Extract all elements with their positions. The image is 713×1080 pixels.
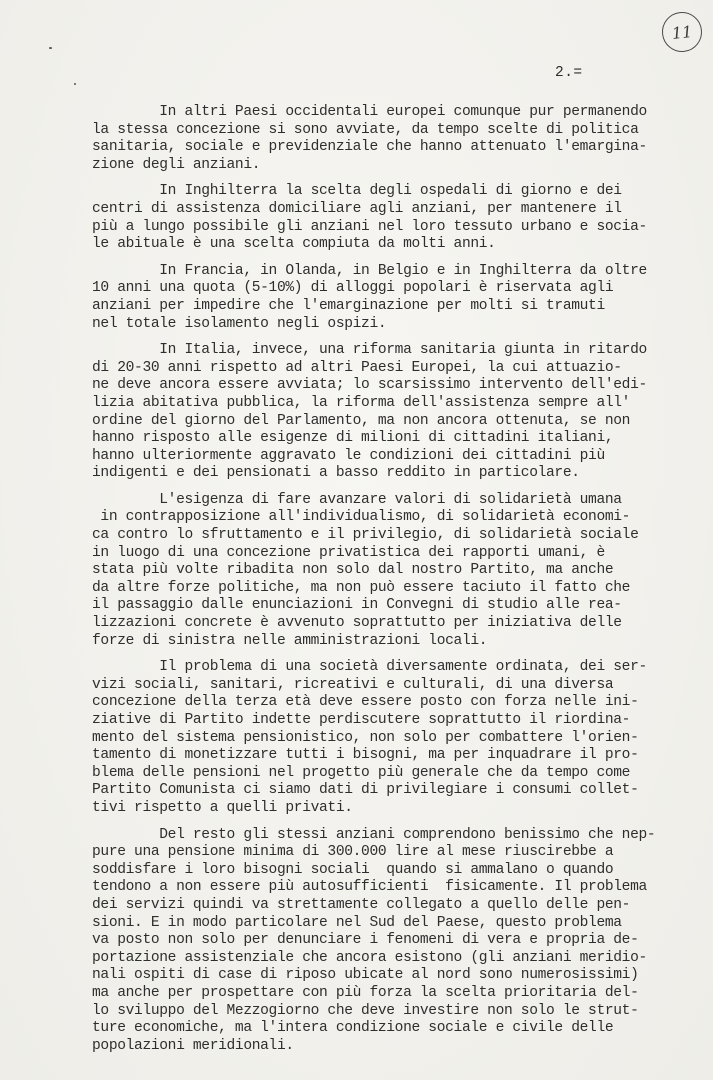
text-line: stata più volte ribadita non solo dal nostro Partito, ma anche	[92, 562, 614, 579]
page-number: 2.=	[555, 65, 583, 81]
text-line: il passaggio dalle enunciazioni in Convegni di studio alle rea-	[92, 597, 622, 614]
text-line: mento del sistema pensionistico, non solo per combattere l'orien-	[92, 729, 639, 746]
text-line: più a lungo possibile gli anziani nel loro tessuto urbano e socia-	[92, 218, 647, 235]
text-line: In Inghilterra la scelta degli ospedali di giorno e dei	[92, 183, 622, 200]
text-line: L'esigenza di fare avanzare valori di solidarietà umana	[92, 491, 622, 508]
text-line: zione degli anziani.	[92, 156, 261, 173]
archive-page-stamp: 11	[660, 10, 704, 54]
text-line: centri di assistenza domiciliare agli anziani, per mantenere il	[92, 200, 622, 217]
text-line: concezione della terza età deve essere posto con forza nelle ini-	[92, 694, 639, 711]
text-line: 10 anni una quota (5-10%) di alloggi popolari è riservata agli	[92, 280, 614, 297]
text-line: ordine del giorno del Parlamento, ma non ancora ottenuta, se non	[92, 412, 631, 429]
text-line: vizi sociali, sanitari, ricreativi e culturali, di una diversa	[92, 676, 614, 693]
paragraph-3	[92, 263, 652, 333]
text-line: la stessa concezione si sono avviate, da tempo scelte di politica	[92, 121, 639, 138]
text-line: nel totale isolamento negli ospizi.	[92, 315, 387, 332]
text-line: ca contro lo sfruttamento e il privilegio, di solidarietà sociale	[92, 527, 639, 544]
paragraph-4	[92, 342, 652, 483]
text-line: in contrapposizione all'individualismo, di solidarietà economi-	[92, 509, 631, 526]
text-line: sanitaria, sociale e previdenziale che hanno attenuato l'emargina-	[92, 139, 647, 156]
ink-speck	[49, 47, 52, 49]
text-line: hanno risposto alle esigenze di milioni di cittadini italiani,	[92, 430, 614, 447]
paragraph-7	[92, 826, 656, 1056]
text-line: le abituale è una scelta compiuta da molti anni.	[92, 236, 496, 253]
paragraph-6	[92, 659, 652, 817]
text-line: dei servizi quindi va strettamente collegato a quello delle pen-	[92, 896, 631, 913]
text-line: hanno ulteriormente aggravato le condizioni dei cittadini più	[92, 447, 605, 464]
text-line: tivi rispetto a quelli privati.	[92, 799, 353, 816]
text-line: lizia abitativa pubblica, la riforma dell'assistenza sempre all'	[92, 394, 631, 411]
text-line: forze di sinistra nelle amministrazioni locali.	[92, 632, 488, 649]
paragraph-5	[92, 492, 652, 650]
text-line: da altre forze politiche, ma non può essere taciuto il fatto che	[92, 579, 631, 596]
text-line: indigenti e dei pensionati a basso reddito in particolare.	[92, 465, 580, 482]
text-line: In Francia, in Olanda, in Belgio e in Inghilterra da oltre	[92, 262, 647, 279]
text-line: ne deve ancora essere avviata; lo scarsissimo intervento dell'edi-	[92, 377, 647, 394]
text-line: portazione assistenziale che ancora esistono (gli anziani meridio-	[92, 949, 647, 966]
text-line: di 20-30 anni rispetto ad altri Paesi Europei, la cui attuazio-	[92, 359, 622, 376]
text-line: In Italia, invece, una riforma sanitaria giunta in ritardo	[92, 342, 647, 359]
text-line: popolazioni meridionali.	[92, 1037, 294, 1054]
text-line: anziani per impedire che l'emarginazione per molti si tramuti	[92, 297, 605, 314]
paragraph-2	[92, 183, 652, 253]
paragraph-1	[92, 104, 652, 174]
text-line: Il problema di una società diversamente ordinata, dei ser-	[92, 659, 647, 676]
text-line: lo sviluppo del Mezzogiorno che deve investire non solo le strut-	[92, 1002, 639, 1019]
text-line: tamento di monetizzare tutti i bisogni, ma per inquadrare il pro-	[92, 747, 639, 764]
text-line: pure una pensione minima di 300.000 lire al mese riuscirebbe a	[92, 844, 614, 861]
text-line: ture economiche, ma l'intera condizione sociale e civile delle	[92, 1020, 614, 1037]
text-line: nali ospiti di case di riposo ubicate al nord sono numerosissimi)	[92, 967, 639, 984]
text-line: soddisfare i loro bisogni sociali quando si ammalano o quando	[92, 861, 614, 878]
typewritten-body	[92, 104, 656, 1064]
text-line: tendono a non essere più autosufficienti fisicamente. Il problema	[92, 879, 647, 896]
text-line: blema delle pensioni nel progetto più generale che da tempo come	[92, 764, 631, 781]
text-line: in luogo di una concezione privatistica dei rapporti umani, è	[92, 544, 605, 561]
text-line: va posto non solo per denunciare i fenomeni di vera e propria de-	[92, 932, 639, 949]
text-line: Partito Comunista ci siamo dati di privilegiare i consumi collet-	[92, 782, 639, 799]
text-line: ziative di Partito indette perdiscutere soprattutto il riordina-	[92, 712, 631, 728]
text-line: lizzazioni concrete è avvenuto soprattutto per iniziativa delle	[92, 615, 622, 632]
text-line: ma anche per prospettare con più forza la scelta prioritaria del-	[92, 984, 639, 1001]
ink-speck	[74, 83, 76, 85]
text-line: In altri Paesi occidentali europei comunque pur permanendo	[92, 104, 647, 120]
text-line: sioni. E in modo particolare nel Sud del Paese, questo problema	[92, 914, 622, 931]
text-line: Del resto gli stessi anziani comprendono benissimo che nep-	[92, 826, 656, 843]
